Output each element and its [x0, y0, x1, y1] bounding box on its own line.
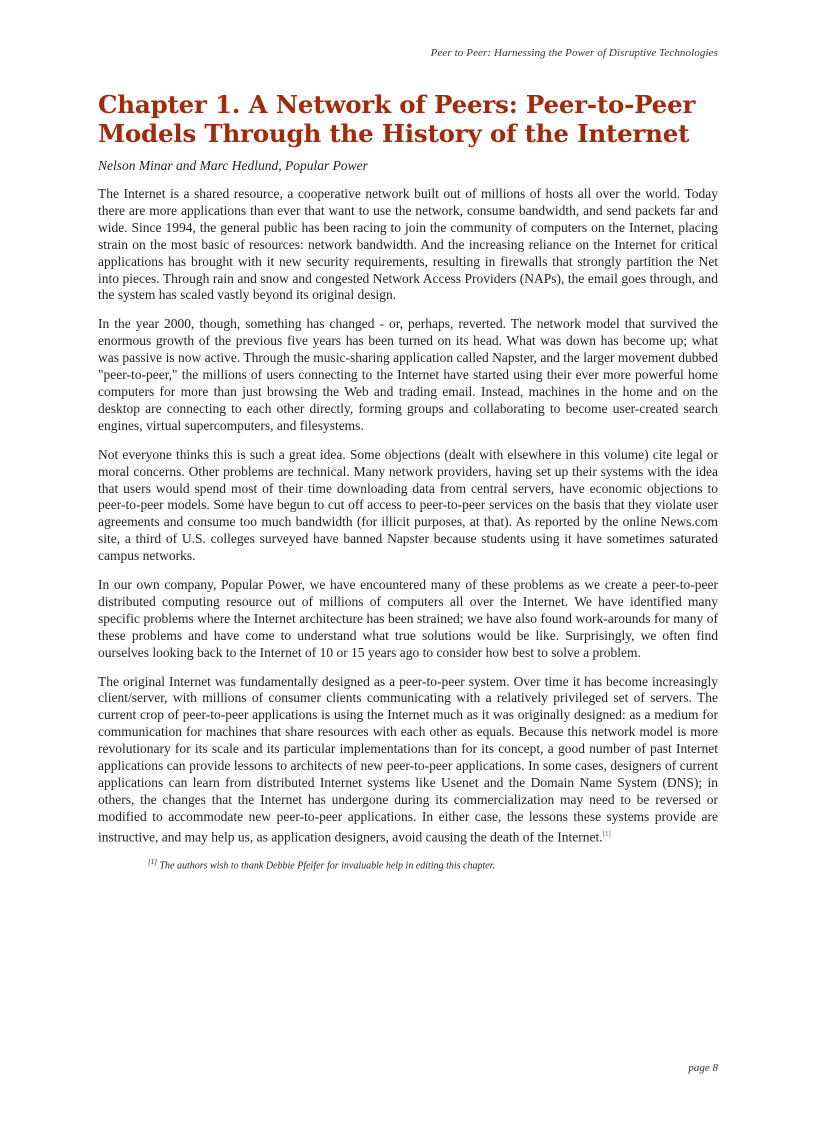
- body-paragraph-5-text: The original Internet was fundamentally designed as a peer-to-peer system. Over time it has become increasingly client/server, with millions of consumer clients communicating with a relatively privileged set of servers. The current crop of peer-to-peer applications is using the Internet much as it was originally designed: as a medium for communication for machines that share resources with each other as equals. Because this network model is more revolutionary for its scale and its particular implementations than for its concept, a good number of past Internet applications can provide lessons to architects of new peer-to-peer applications. In some cases, designers of current applications can learn from distributed Internet systems like Usenet and the Domain Name System (DNS); in others, the changes that the Internet has undergone during its commercialization may need to be reversed or modified to accommodate new peer-to-peer applications. In either case, the lessons these systems provide are instructive, and may help us, as application designers, avoid causing the death of the Internet.: [98, 673, 718, 845]
- footnote-text: The authors wish to thank Debbie Pfeifer for invaluable help in editing this chapter.: [159, 860, 495, 872]
- footnote: [148, 858, 718, 871]
- body-paragraph-2: In the year 2000, though, something has changed - or, perhaps, reverted. The network model that survived the enormous growth of the previous five years has been turned on its head. What was down has become up; what was passive is now active. Through the music-sharing application called Napster, and the larger movement dubbed "peer-to-peer," the millions of users connecting to the Internet have started using their ever more powerful home computers for more than just browsing the Web and trading email. Instead, machines in the home and on the desktop are connecting to each other directly, forming groups and collaborating to become user-created search engines, virtual supercomputers, and filesystems.: [98, 316, 718, 433]
- running-header: Peer to Peer: Harnessing the Power of Disruptive Technologies: [430, 47, 718, 59]
- page-content: [98, 90, 718, 871]
- body-paragraph-4: In our own company, Popular Power, we have encountered many of these problems as we create a peer-to-peer distributed computing resource out of millions of computers all over the Internet. We have identified many specific problems where the Internet architecture has been strained; we have also found work-arounds for many of these problems and have come to understand what true solutions would be like. Surprisingly, we often find ourselves looking back to the Internet of 10 or 15 years ago to consider how best to solve a problem.: [98, 577, 718, 660]
- body-paragraph-5: [98, 674, 718, 847]
- body-paragraph-3: Not everyone thinks this is such a great idea. Some objections (dealt with elsewhere in this volume) cite legal or moral concerns. Other problems are technical. Many network providers, having set up their systems with the idea that users would spend most of their time downloading data from central servers, have economic objections to peer-to-peer models. Some have begun to cut off access to peer-to-peer services on the basis that they violate user agreements and consume too much bandwidth (for illicit purposes, at that). As reported by the online News.com site, a third of U.S. colleges surveyed have banned Napster because students using it have sometimes saturated campus networks.: [98, 446, 718, 564]
- chapter-authors: Nelson Minar and Marc Hedlund, Popular Power: [98, 158, 368, 173]
- footnote-marker: [1]: [148, 858, 157, 867]
- chapter-title: Chapter 1. A Network of Peers: Peer-to-Peer Models Through the History of the Internet: [98, 90, 696, 148]
- body-paragraph-1: The Internet is a shared resource, a cooperative network built out of millions of hosts all over the world. Today there are more applications than ever that want to use the network, consume bandwidth, and send packets far and wide. Since 1994, the general public has been racing to join the community of computers on the Internet, placing strain on the most basic of resources: network bandwidth. And the increasing reliance on the Internet for critical applications has brought with it new security requirements, resulting in firewalls that strongly partition the Net into pieces. Through rain and snow and congested Network Access Providers (NAPs), the email goes through, and the system has scaled vastly beyond its original design.: [98, 186, 718, 303]
- footnote-reference-link[interactable]: [1]: [602, 829, 611, 838]
- page-number: page 8: [688, 1062, 718, 1074]
